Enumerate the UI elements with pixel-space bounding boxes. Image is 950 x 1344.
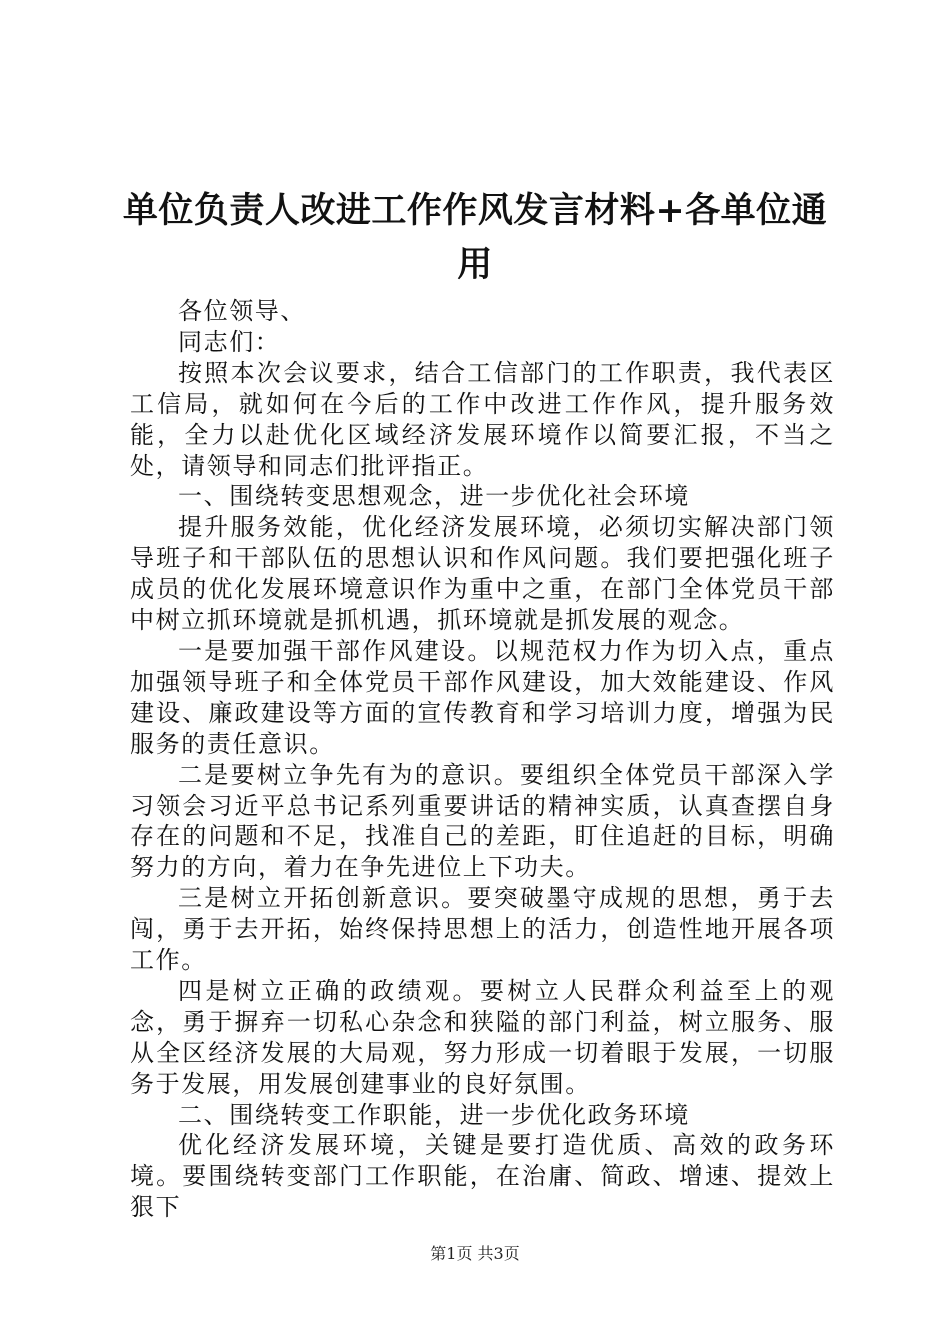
body-paragraph: 四是树立正确的政绩观。要树立人民群众利益至上的观念，勇于摒弃一切私心杂念和狭隘的部门利益，树立服务、服从全区经济发展的大局观，努力形成一切着眼于发展，一切服务于发展，用发展创建事业的良好氛围。 xyxy=(130,976,835,1098)
intro-paragraph: 按照本次会议要求，结合工信部门的工作职责，我代表区工信局，就如何在今后的工作中改进工作作风，提升服务效能，全力以赴优化区域经济发展环境作以简要汇报，不当之处，请领导和同志们批评指正。 xyxy=(130,358,835,480)
salutation-line-2: 同志们： xyxy=(178,327,281,356)
body-paragraph: 优化经济发展环境，关键是要打造优质、高效的政务环境。要围绕转变部门工作职能，在治庸、简政、增速、提效上狠下 xyxy=(130,1131,835,1222)
salutation-line-1: 各位领导、 xyxy=(178,297,306,325)
body-paragraph: 一是要加强干部作风建设。以规范权力作为切入点，重点加强领导班子和全体党员干部作风建设，加大效能建设、作风建设、廉政建设等方面的宣传教育和学习培训力度，增强为民服务的责任意识。 xyxy=(130,636,835,758)
document-body xyxy=(130,296,835,1223)
body-paragraph: 二是要树立争先有为的意识。要组织全体党员干部深入学习领会习近平总书记系列重要讲话的精神实质，认真查摆自身存在的问题和不足，找准自己的差距，盯住追赶的目标，明确努力的方向，着力在争先进位上下功夫。 xyxy=(130,760,835,882)
body-paragraph: 提升服务效能，优化经济发展环境，必须切实解决部门领导班子和干部队伍的思想认识和作风问题。我们要把强化班子成员的优化发展环境意识作为重中之重，在部门全体党员干部中树立抓环境就是抓机遇，抓环境就是抓发展的观念。 xyxy=(130,513,835,635)
page-footer: 第1页 共3页 xyxy=(430,1244,520,1263)
section-heading-2: 二、围绕转变工作职能，进一步优化政务环境 xyxy=(178,1100,690,1129)
body-paragraph: 三是树立开拓创新意识。要突破墨守成规的思想，勇于去闯，勇于去开拓，始终保持思想上的活力，创造性地开展各项工作。 xyxy=(130,884,835,975)
section-heading-1: 一、围绕转变思想观念，进一步优化社会环境 xyxy=(178,482,690,511)
document-title: 单位负责人改进工作作风发言材料+各单位通用 xyxy=(122,190,828,285)
